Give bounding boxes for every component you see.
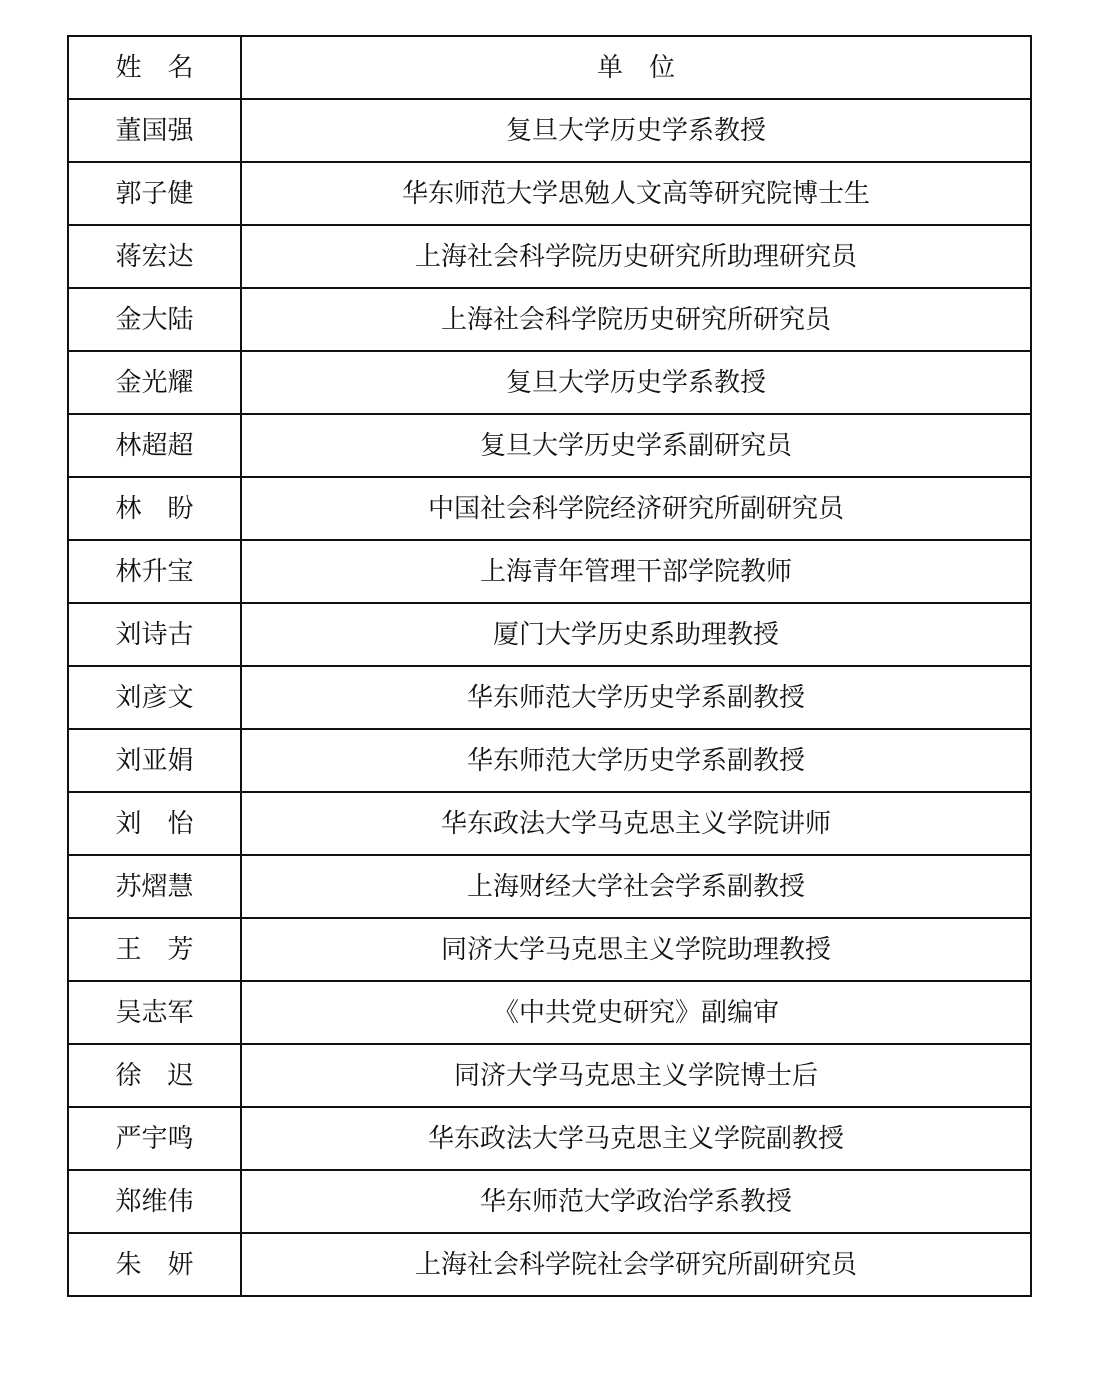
- table-row: [68, 792, 1031, 855]
- person-name: 林 盼: [115, 493, 194, 524]
- person-name-cell: [68, 666, 241, 729]
- table-row: [68, 603, 1031, 666]
- person-name: 郭子健: [115, 178, 194, 209]
- person-name: 王 芳: [115, 934, 194, 965]
- person-name-cell: [68, 225, 241, 288]
- person-name-cell: [68, 729, 241, 792]
- table-row: [68, 99, 1031, 162]
- person-name: 金大陆: [115, 304, 194, 335]
- person-name-cell: [68, 1107, 241, 1170]
- roster-table-body: [68, 36, 1031, 1296]
- affiliation-cell: [241, 225, 1031, 288]
- affiliation: 上海财经大学社会学系副教授: [466, 871, 805, 902]
- person-name: 林升宝: [115, 556, 194, 587]
- person-name-cell: [68, 1044, 241, 1107]
- person-name: 董国强: [115, 115, 194, 146]
- table-row: [68, 855, 1031, 918]
- affiliation-cell: [241, 540, 1031, 603]
- person-name-cell: [68, 918, 241, 981]
- affiliation: 华东师范大学历史学系副教授: [466, 682, 805, 713]
- affiliation-cell: [241, 1107, 1031, 1170]
- person-name-cell: [68, 855, 241, 918]
- affiliation-cell: [241, 288, 1031, 351]
- table-row: [68, 225, 1031, 288]
- table-row: [68, 540, 1031, 603]
- person-name: 刘诗古: [115, 619, 194, 650]
- affiliation-cell: [241, 666, 1031, 729]
- affiliation: 上海社会科学院历史研究所助理研究员: [414, 241, 857, 272]
- person-name: 刘 怡: [115, 808, 194, 839]
- name-column-header: [68, 36, 241, 99]
- unit-column-header: [241, 36, 1031, 99]
- affiliation: 华东师范大学历史学系副教授: [466, 745, 805, 776]
- affiliation: 厦门大学历史系助理教授: [492, 619, 779, 650]
- affiliation: 华东政法大学马克思主义学院副教授: [427, 1123, 844, 1154]
- person-name-cell: [68, 981, 241, 1044]
- table-row: [68, 288, 1031, 351]
- affiliation: 上海社会科学院历史研究所研究员: [440, 304, 831, 335]
- person-name: 苏熠慧: [115, 871, 194, 902]
- person-name: 刘彦文: [115, 682, 194, 713]
- name-column-header-text: 姓 名: [115, 52, 194, 83]
- person-name-cell: [68, 414, 241, 477]
- person-name-cell: [68, 1233, 241, 1296]
- person-name: 吴志军: [115, 997, 194, 1028]
- affiliation: 同济大学马克思主义学院助理教授: [440, 934, 831, 965]
- table-row: [68, 162, 1031, 225]
- affiliation: 复旦大学历史学系副研究员: [479, 430, 792, 461]
- affiliation-cell: [241, 855, 1031, 918]
- table-row: [68, 351, 1031, 414]
- table-row: [68, 981, 1031, 1044]
- person-name: 郑维伟: [115, 1186, 194, 1217]
- person-name-cell: [68, 351, 241, 414]
- person-name: 严宇鸣: [115, 1123, 194, 1154]
- person-name: 蒋宏达: [115, 241, 194, 272]
- unit-column-header-text: 单 位: [596, 52, 675, 83]
- affiliation-cell: [241, 918, 1031, 981]
- affiliation-cell: [241, 1170, 1031, 1233]
- affiliation-cell: [241, 729, 1031, 792]
- person-name-cell: [68, 477, 241, 540]
- affiliation-cell: [241, 981, 1031, 1044]
- affiliation-cell: [241, 351, 1031, 414]
- affiliation-cell: [241, 1233, 1031, 1296]
- affiliation: 华东师范大学政治学系教授: [479, 1186, 792, 1217]
- table-row: [68, 918, 1031, 981]
- person-name-cell: [68, 99, 241, 162]
- table-row: [68, 729, 1031, 792]
- person-name: 刘亚娟: [115, 745, 194, 776]
- table-row: [68, 1107, 1031, 1170]
- person-name: 徐 迟: [115, 1060, 194, 1091]
- affiliation-cell: [241, 1044, 1031, 1107]
- table-row: [68, 1170, 1031, 1233]
- person-name: 金光耀: [115, 367, 194, 398]
- affiliation: 上海社会科学院社会学研究所副研究员: [414, 1249, 857, 1280]
- affiliation: 复旦大学历史学系教授: [505, 367, 766, 398]
- affiliation: 上海青年管理干部学院教师: [479, 556, 792, 587]
- affiliation: 华东师范大学思勉人文高等研究院博士生: [401, 178, 870, 209]
- table-row: [68, 666, 1031, 729]
- affiliation-cell: [241, 414, 1031, 477]
- affiliation: 复旦大学历史学系教授: [505, 115, 766, 146]
- affiliation: 华东政法大学马克思主义学院讲师: [440, 808, 831, 839]
- table-row: [68, 1233, 1031, 1296]
- person-name-cell: [68, 162, 241, 225]
- person-name-cell: [68, 288, 241, 351]
- roster-table: [67, 35, 1032, 1297]
- person-name: 林超超: [115, 430, 194, 461]
- header-row: [68, 36, 1031, 99]
- person-name: 朱 妍: [115, 1249, 194, 1280]
- table-row: [68, 1044, 1031, 1107]
- person-name-cell: [68, 540, 241, 603]
- affiliation-cell: [241, 792, 1031, 855]
- affiliation-cell: [241, 162, 1031, 225]
- table-row: [68, 414, 1031, 477]
- affiliation: 中国社会科学院经济研究所副研究员: [427, 493, 844, 524]
- person-name-cell: [68, 603, 241, 666]
- table-row: [68, 477, 1031, 540]
- person-name-cell: [68, 792, 241, 855]
- affiliation-cell: [241, 477, 1031, 540]
- person-name-cell: [68, 1170, 241, 1233]
- affiliation: 同济大学马克思主义学院博士后: [453, 1060, 818, 1091]
- affiliation-cell: [241, 603, 1031, 666]
- affiliation-cell: [241, 99, 1031, 162]
- affiliation: 《中共党史研究》副编审: [492, 997, 779, 1028]
